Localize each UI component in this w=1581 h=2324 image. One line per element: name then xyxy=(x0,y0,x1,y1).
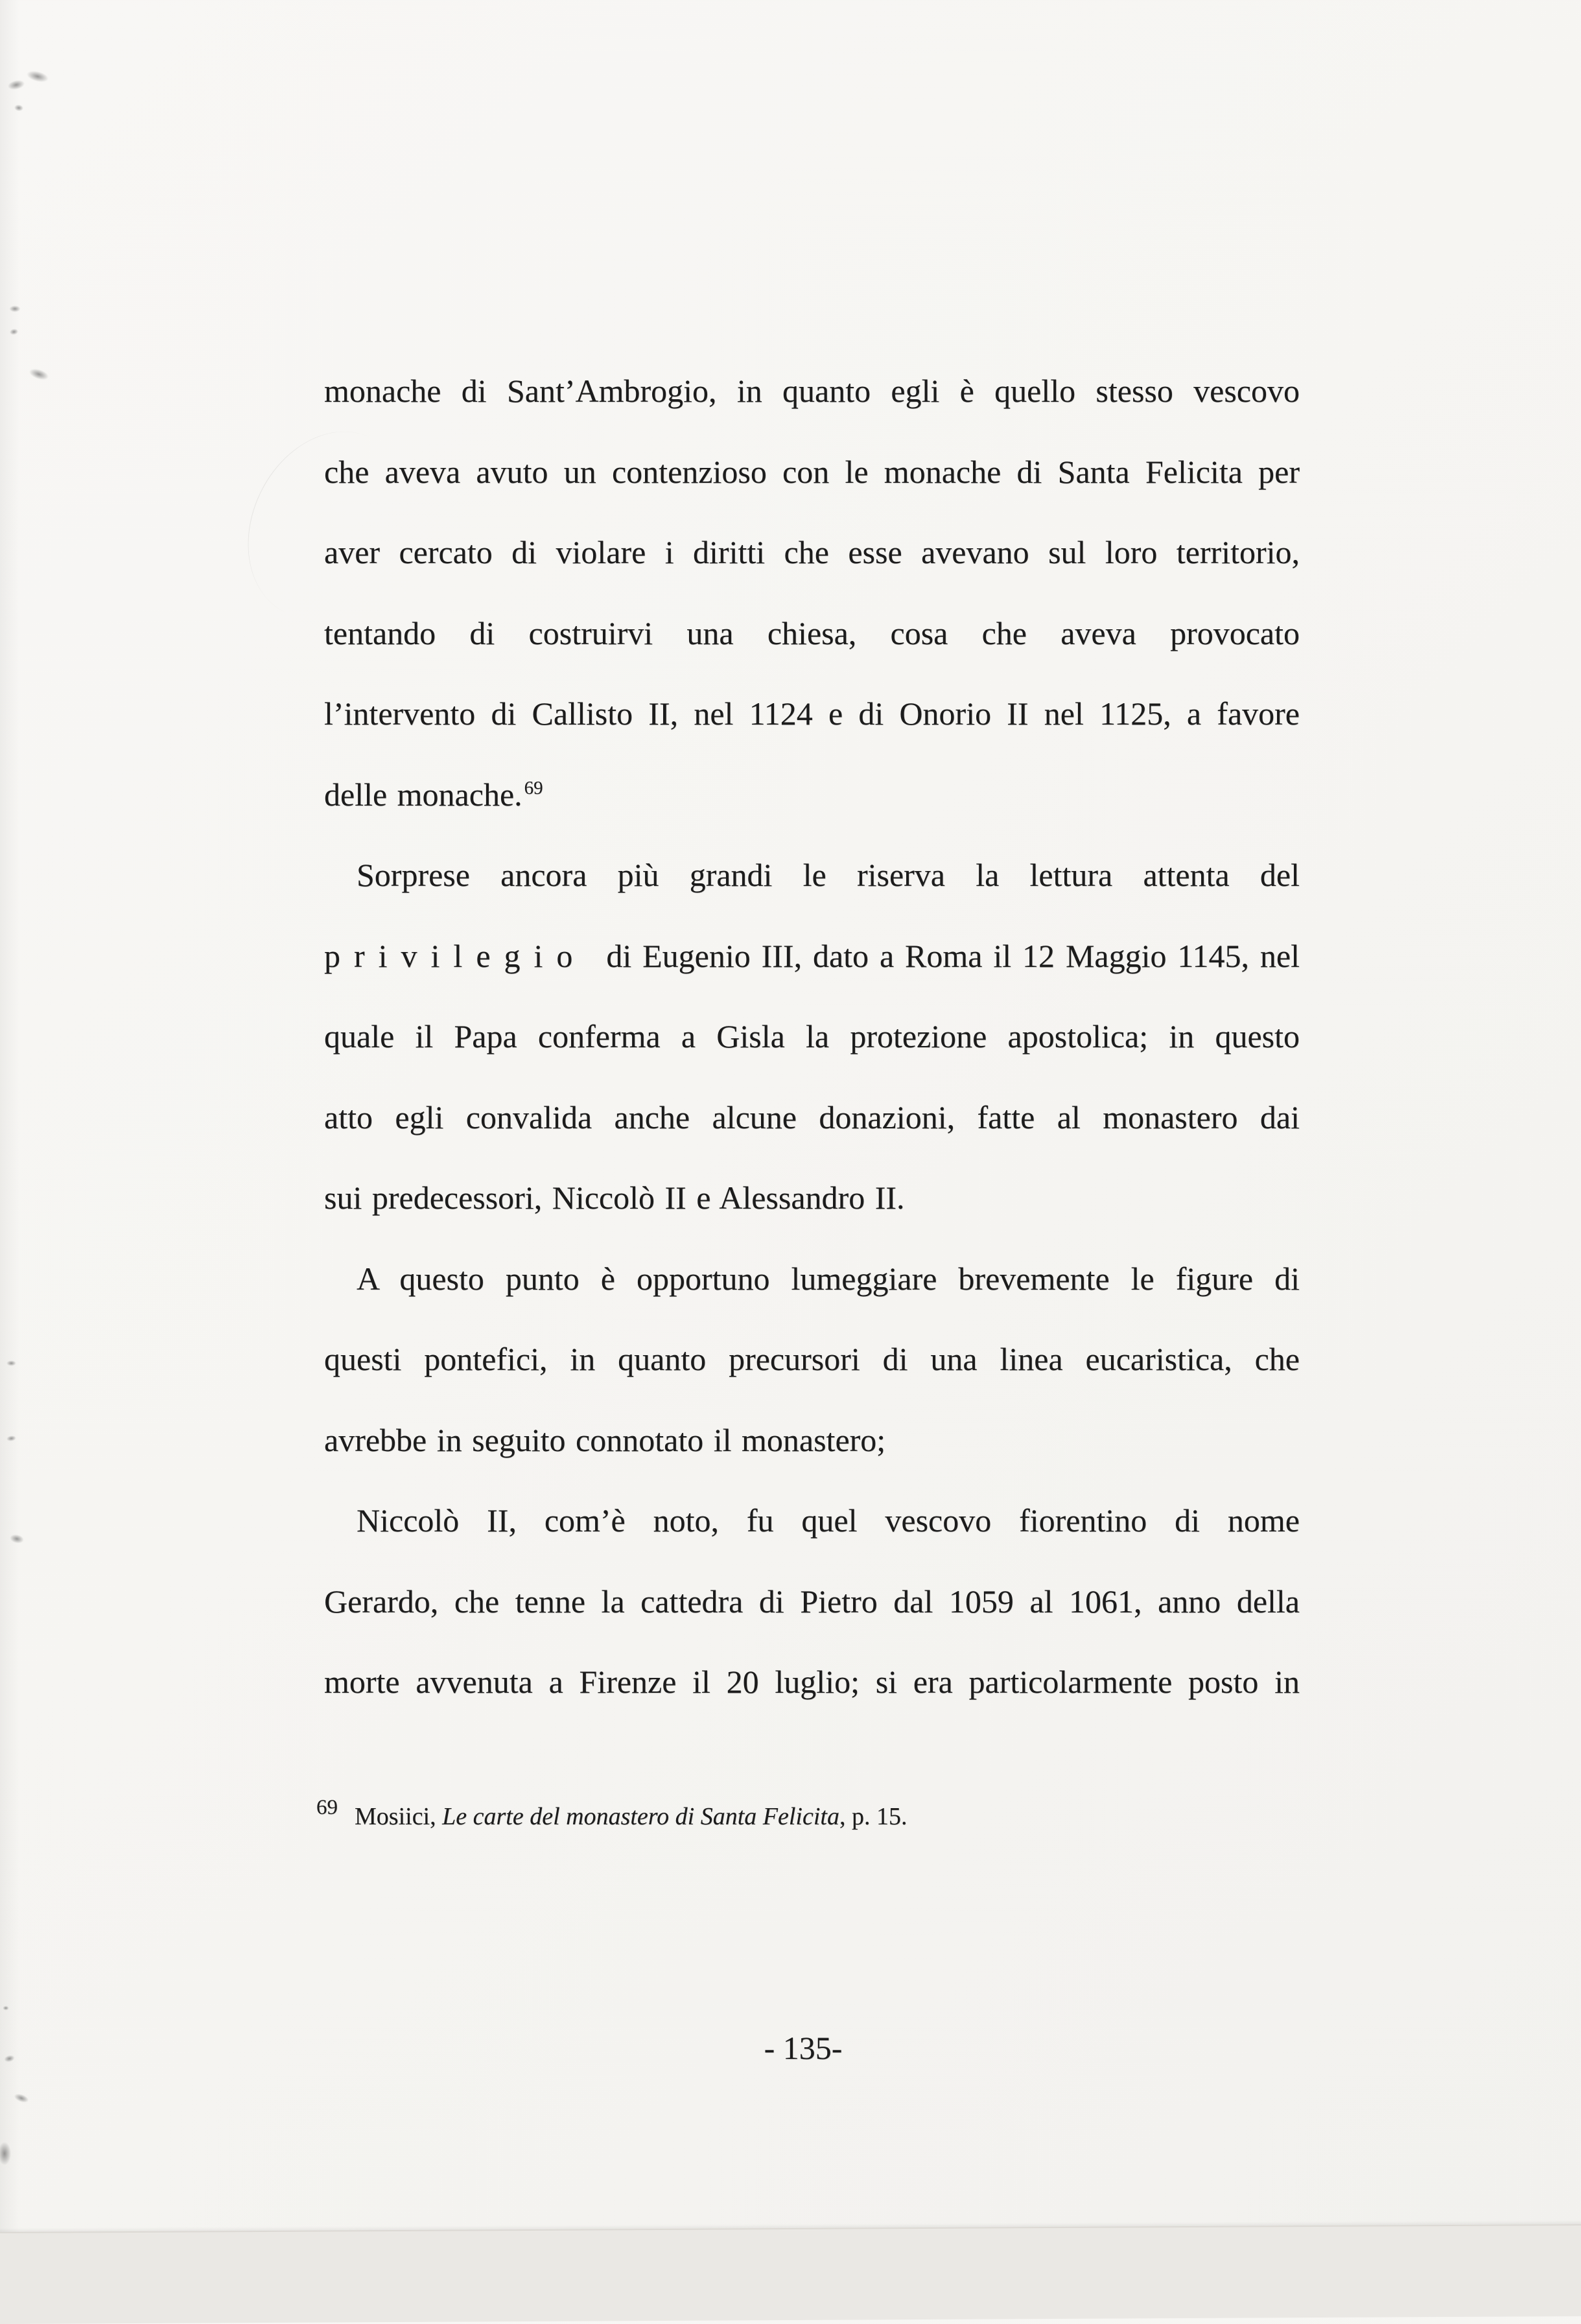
scan-artifact xyxy=(8,305,22,313)
text-segment: Sorprese ancora più grandi le riserva la lettura attenta del xyxy=(357,857,1300,893)
page-number: - 135- xyxy=(764,2030,843,2066)
body-text-line xyxy=(324,673,1300,754)
body-text-line xyxy=(324,754,1300,835)
body-text-line xyxy=(324,593,1300,674)
body-text-line xyxy=(324,1238,1300,1319)
scan-artifact xyxy=(5,77,29,93)
body-text-line xyxy=(324,1480,1300,1561)
scan-artifact xyxy=(2,2005,10,2011)
scan-artifact xyxy=(5,1360,18,1367)
text-segment: monache di Sant’Ambrogio, in quanto egli è quello stesso vescovo xyxy=(324,373,1300,409)
text-segment-superscript: 69 xyxy=(524,777,543,798)
text-segment-italic: Le carte del monastero di Santa Felicita xyxy=(442,1803,839,1830)
body-text-line xyxy=(324,1561,1300,1642)
text-block xyxy=(324,351,1300,1723)
body-text-line xyxy=(324,1077,1300,1158)
body-text-line xyxy=(324,1400,1300,1481)
scan-artifact xyxy=(0,2139,13,2168)
text-segment: sui predecessori, Niccolò II e Alessandro II. xyxy=(324,1179,905,1216)
body-text-line xyxy=(324,1642,1300,1723)
scan-artifact xyxy=(12,103,25,113)
body-text-line xyxy=(324,916,1300,997)
text-segment: questi pontefici, in quanto precursori di una linea eucaristica, che xyxy=(324,1341,1300,1377)
text-segment: aver cercato di violare i diritti che esse avevano sul loro territorio, xyxy=(324,534,1300,570)
text-segment: , p. 15. xyxy=(839,1803,908,1830)
body-text-line xyxy=(324,432,1300,513)
scan-artifact xyxy=(5,1434,18,1443)
body-text-line xyxy=(324,996,1300,1077)
body-text-line xyxy=(324,512,1300,593)
text-segment: di Eugenio III, dato a Roma il 12 Maggio 1145, nel xyxy=(595,937,1300,974)
scan-artifact xyxy=(2,2053,18,2065)
text-segment: delle monache. xyxy=(324,776,522,813)
text-segment: che aveva avuto un contenzioso con le monache di Santa Felicita per xyxy=(324,453,1300,490)
scan-artifact xyxy=(7,1531,27,1546)
body-text-line xyxy=(324,835,1300,916)
page-left-shade xyxy=(0,0,19,2268)
text-segment: A questo punto è opportuno lumeggiare brevemente le figure di xyxy=(357,1260,1300,1297)
footnote xyxy=(316,1796,1289,1834)
page-bottom-edge xyxy=(0,2224,1581,2324)
text-segment: tentando di costruirvi una chiesa, cosa che aveva provocato xyxy=(324,614,1300,651)
body-text-line xyxy=(324,1157,1300,1238)
text-segment: l’intervento di Callisto II, nel 1124 e di Onorio II nel 1125, a favore xyxy=(324,695,1300,732)
text-segment: Mosiici, xyxy=(355,1803,443,1830)
text-segment: Gerardo, che tenne la cattedra di Pietro dal 1059 al 1061, anno della xyxy=(324,1583,1300,1620)
footnote-text xyxy=(355,1803,907,1830)
text-segment: morte avvenuta a Firenze il 20 luglio; si era particolarmente posto in xyxy=(324,1664,1300,1700)
text-segment-letterspaced: privilegio xyxy=(324,937,587,974)
text-segment: Niccolò II, com’è noto, fu quel vescovo fiorentino di nome xyxy=(357,1502,1300,1539)
body-text-line xyxy=(324,351,1300,432)
scan-artifact xyxy=(10,2090,32,2106)
text-segment: avrebbe in seguito connotato il monastero; xyxy=(324,1421,886,1458)
scan-artifact xyxy=(8,327,20,337)
body-text-line xyxy=(324,1319,1300,1400)
scan-artifact xyxy=(25,364,53,384)
text-segment: quale il Papa conferma a Gisla la protezione apostolica; in questo xyxy=(324,1018,1300,1054)
footnote-marker: 69 xyxy=(316,1796,338,1819)
text-segment: atto egli convalida anche alcune donazioni, fatte al monastero dai xyxy=(324,1098,1300,1135)
